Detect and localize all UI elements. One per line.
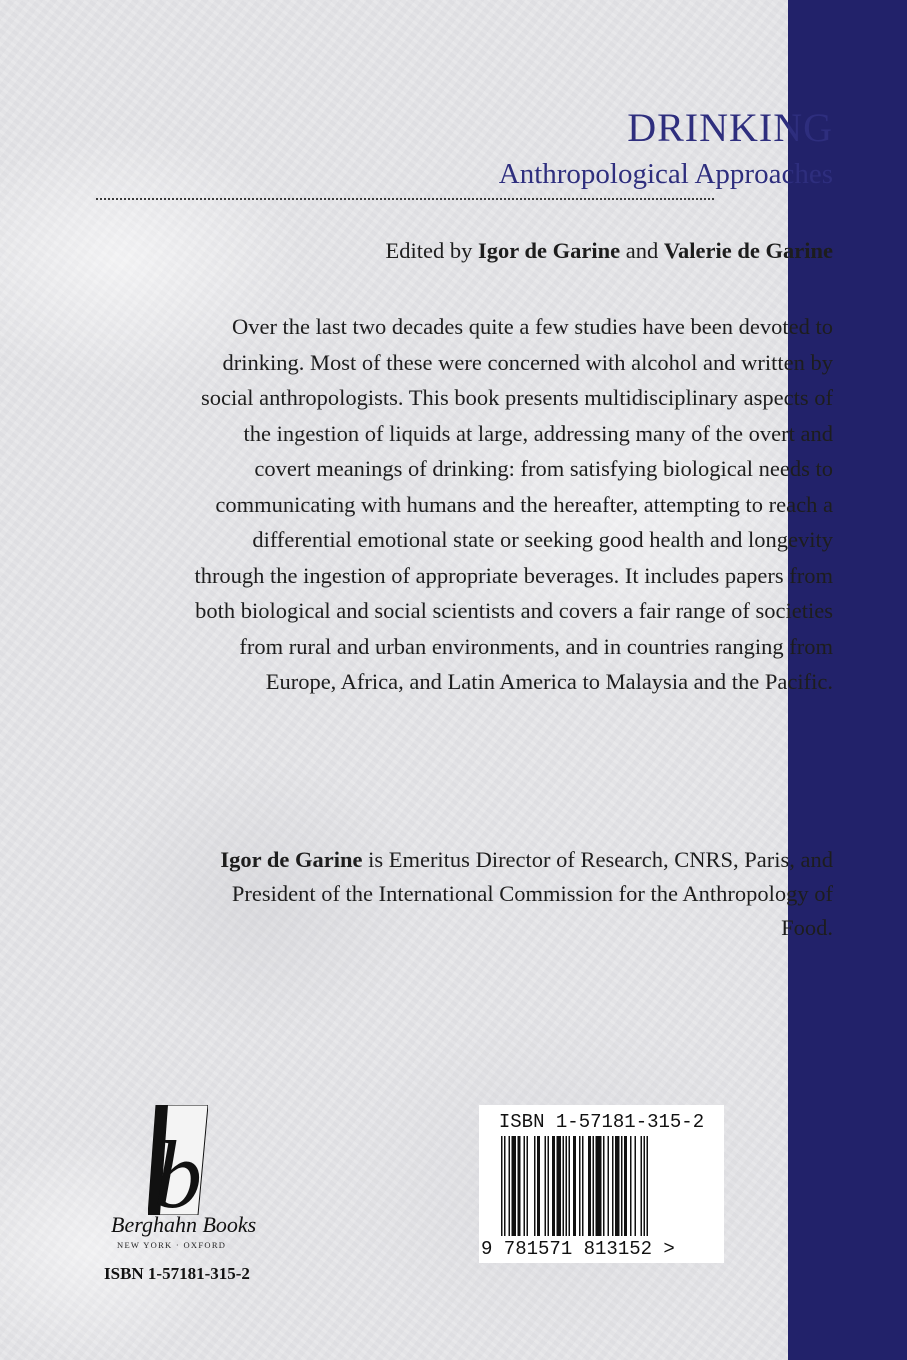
bio-name: Igor de Garine	[220, 847, 363, 872]
publisher-logo-letter: b	[154, 1121, 202, 1215]
editor-name-1: Igor de Garine	[478, 238, 621, 263]
barcode	[479, 1105, 724, 1263]
book-title: DRINKING	[627, 105, 833, 150]
title-divider	[96, 198, 714, 200]
barcode-isbn: ISBN 1-57181-315-2	[498, 1111, 705, 1133]
book-subtitle: Anthropological Approaches	[498, 158, 833, 190]
barcode-bars	[501, 1136, 697, 1236]
publisher-name: Berghahn Books	[111, 1212, 257, 1237]
editors-conjunction: and	[620, 238, 664, 263]
bio-text: is Emeritus Director of Research, CNRS, Paris, and President of the International Commission for the Anthropology of Food.	[231, 847, 833, 940]
publisher-logo-icon	[148, 1105, 208, 1215]
editors-prefix: Edited by	[385, 238, 479, 263]
barcode-digits: 9 781571 813152 >	[481, 1238, 675, 1260]
publisher-cities: NEW YORK · OXFORD	[117, 1240, 227, 1250]
editors-line	[386, 238, 833, 264]
author-bio	[193, 843, 833, 945]
book-description: Over the last two decades quite a few studies have been devoted to drinking. Most of these were concerned with alcohol and written by social anthropologists. This book presents multidisciplinary aspects of the ingestion of liquids at large, addressing many of the overt and covert meanings of drinking: from satisfying biological needs to communicating with humans and the hereafter, attempting to reach a differential emotional state or seeking good health and longevity through the ingestion of appropriate beverages. It includes papers from both biological and social scientists and covers a fair range of societies from rural and urban environments, and in countries ranging from Europe, Africa, and Latin America to Malaysia and the Pacific.	[194, 314, 833, 694]
editor-name-2: Valerie de Garine	[663, 238, 833, 263]
publisher-isbn: ISBN 1-57181-315-2	[104, 1264, 250, 1283]
